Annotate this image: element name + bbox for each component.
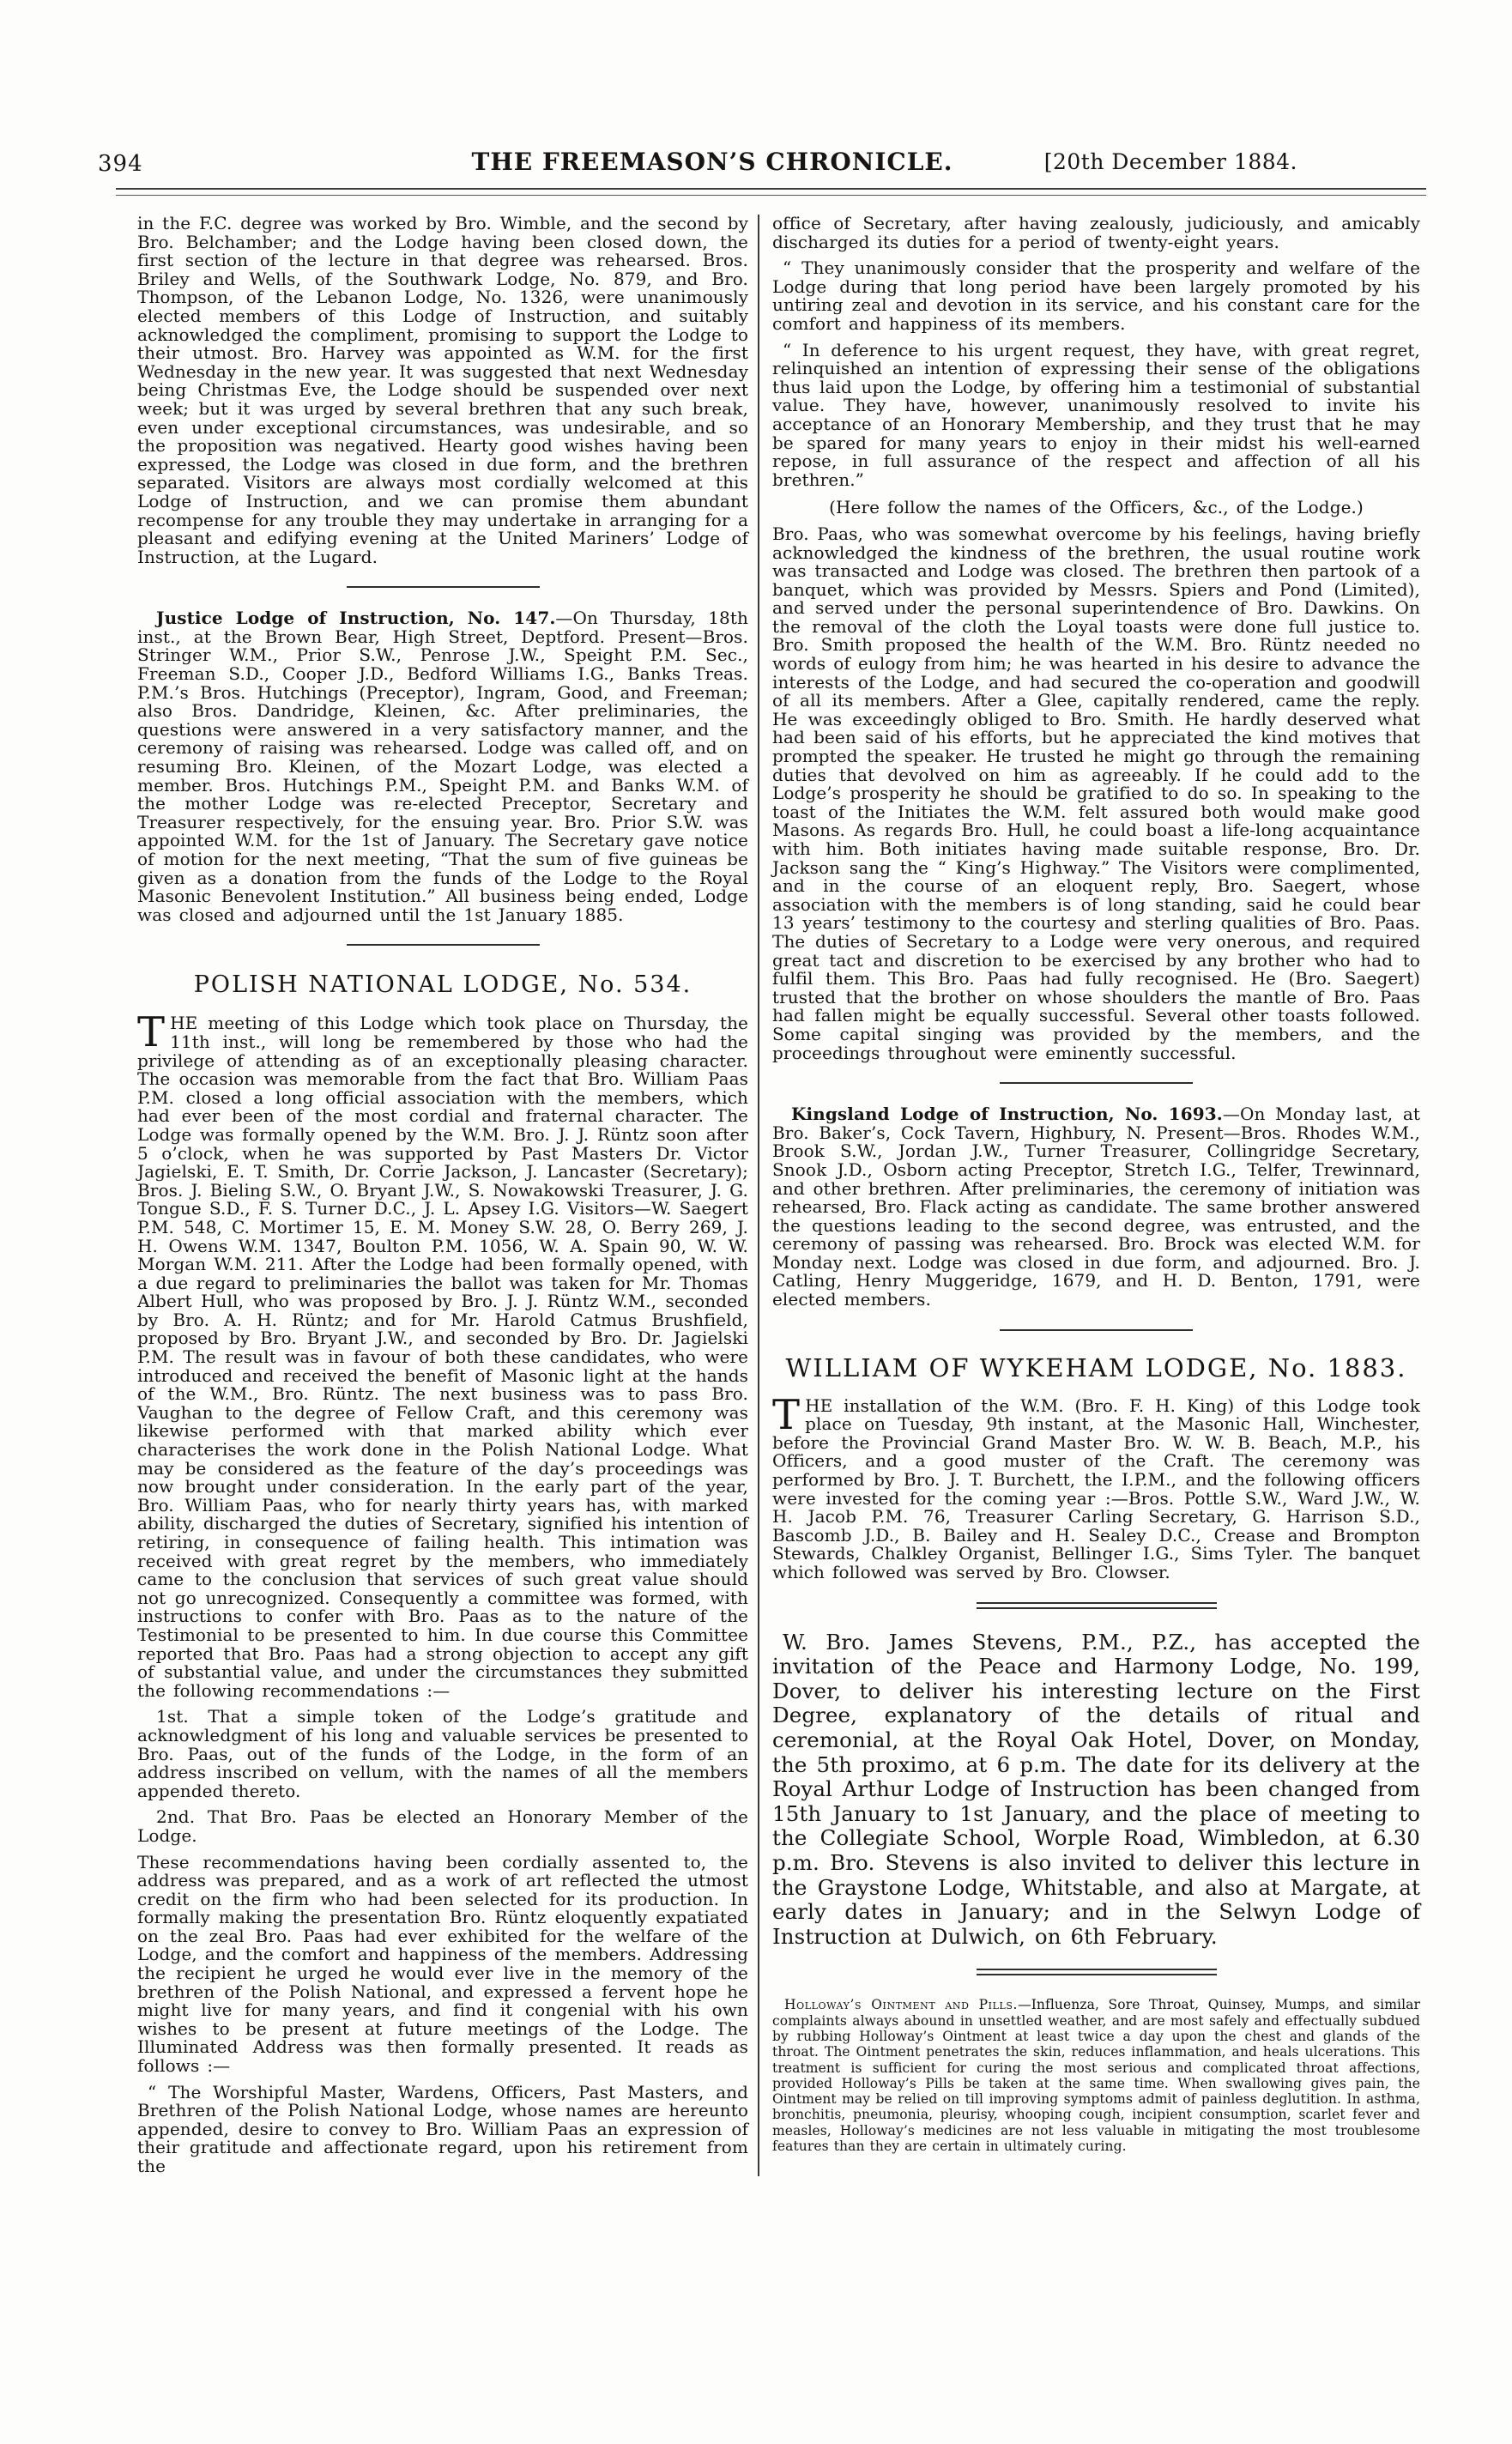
right-column <box>772 215 1420 2176</box>
holloway-advert-lead: Holloway’s Ointment and Pills. <box>784 1997 1019 2013</box>
holloway-advert <box>772 1997 1420 2154</box>
column-divider <box>758 215 759 2176</box>
issue-date: [20th December 1884. <box>1043 149 1297 174</box>
polish-opening-text: HE meeting of this Lodge which took place on Thursday, the 11th inst., will long be remembered by those who had the privilege of attending as of an exceptionally pleasing character. The occasion was memorable from the fact that Bro. William Paas P.M. closed a long official association with the members, which had ever been of the most cordial and fraternal character. The Lodge was formally opened by the W.M. Bro. J. J. Rüntz soon after 5 o’clock, when he was supported by Past Masters Dr. Victor Jagielski, E. T. Smith, Dr. Corrie Jackson, J. Lancaster (Secretary); Bros. J. Bieling S.W., O. Bryant J.W., S. Nowakowski Treasurer, J. G. Tongue S.D., F. S. Turner D.C., J. L. Apsey I.G. Visitors—W. Saegert P.M. 548, C. Mortimer 15, E. M. Money S.W. 28, O. Berry 269, J. H. Owens W.M. 1347, Boulton P.M. 1056, W. A. Spain 90, W. W. Morgan W.M. 211. After the Lodge had been formally opened, with a due regard to preliminaries the ballot was taken for Mr. Thomas Albert Hull, who was proposed by Bro. J. J. Rüntz W.M., seconded by Bro. A. H. Rüntz; and for Mr. Harold Catmus Brushfield, proposed by Bro. Bryant J.W., and seconded by Bro. Dr. Jagielski P.M. The result was in favour of both these candidates, who were introduced and received the benefit of Masonic light at the hands of the W.M., Bro. Rüntz. The next business was to pass Bro. Vaughan to the degree of Fellow Craft, and this ceremony was likewise performed with that marked ability which ever characterises the work done in the Polish National Lodge. What may be considered as the feature of the day’s proceedings was now brought under consideration. In the early part of the year, Bro. William Paas, who for nearly thirty years has, with marked ability, discharged the duties of Secretary, signified his intention of retiring, in consequence of failing health. This intimation was received with great regret by the members, who immediately came to the conclusion that services of such great value should not go unrecognized. Consequently a committee was formed, with instructions to confer with Bro. Paas as to the nature of the Testimonial to be presented to him. In due course this Committee reported that Bro. Paas had a strong objection to accept any gift of substantial value, and under the circumstances they submitted the following recommendations :— <box>137 1013 748 1701</box>
wykeham-text: HE installation of the W.M. (Bro. F. H. King) of this Lodge took place on Tuesday, 9th instant, at the Masonic Hall, Winchester, before the Provincial Grand Master Bro. W. W. B. Beach, M.P., his Officers, and a good muster of the Craft. The ceremony was performed by Bro. J. T. Burchett, the I.P.M., and the following officers were invested for the coming year :—Bros. Pottle S.W., Ward J.W., W. H. Jacob P.M. 76, Treasurer Carling Secretary, G. Harrison S.D., Bascomb J.D., B. Bailey and H. Sealey D.C., Crease and Brompton Stewards, Chalkley Organist, Bellinger I.G., Sims Tyler. The banquet which followed was served by Bro. Clowser. <box>772 1394 1420 1582</box>
justice-article-lead: Justice Lodge of Instruction, No. 147. <box>156 608 556 629</box>
wykeham-paragraph <box>772 1390 1420 1582</box>
section-divider-double <box>977 1602 1217 1609</box>
continuation-paragraph: in the F.C. degree was worked by Bro. Wimble, and the second by Bro. Belchamber; and the Lodge having been closed down, the first section of the lecture in that degree was rehearsed. Bros. Briley and Wells, of the Southwark Lodge, No. 879, and Bro. Thompson, of the Lebanon Lodge, No. 1326, were unanimously elected members of this Lodge of Instruction, and suitably acknowledged the compliment, promising to support the Lodge to their utmost. Bro. Harvey was appointed as W.M. for the first Wednesday in the new year. It was suggested that next Wednesday being Christmas Eve, the Lodge should be suspended over next week; but it was urged by several brethren that any such break, even under exceptional circumstances, was undesirable, and so the proposition was negatived. Hearty good wishes having been expressed, the Lodge was closed in due form, and the brethren separated. Visitors are always most cordially welcomed at this Lodge of Instruction, and we can promise them abundant recompense for any trouble they may undertake in arranging for a pleasant and edifying evening at the United Mariners’ Lodge of Instruction, at the Lugard. <box>137 213 748 567</box>
section-divider <box>1000 1329 1193 1331</box>
continuation-paragraph: office of Secretary, after having zealously, judiciously, and amicably discharged its duties for a period of twenty-eight years. <box>772 213 1420 252</box>
polish-opening-paragraph <box>137 1008 748 1701</box>
kingsland-article-body: —On Monday last, at Bro. Baker’s, Cock Tavern, Highbury, N. Present—Bros. Rhodes W.M., Brook S.W., Jordan J.W., Turner Treasurer, Collingridge Secretary, Snook J.D., Osborn acting Preceptor, Stretch I.G., Telfer, Trewinnard, and other brethren. After preliminaries, the ceremony of initiation was rehearsed, Bro. Flack acting as candidate. The same brother answered the questions leading to the second degree, was entrusted, and the ceremony of passing was rehearsed. Bro. Brock was elected W.M. for Monday next. Lodge was closed in due form, and adjourned. Bro. J. Catling, Henry Muggeridge, 1679, and H. D. Benton, 1791, were elected members. <box>772 1104 1420 1310</box>
section-divider <box>347 944 540 946</box>
wykeham-lodge-heading: WILLIAM OF WYKEHAM LODGE, No. 1883. <box>785 1352 1407 1382</box>
officers-note: (Here follow the names of the Officers, &c., of the Lodge.) <box>829 497 1364 518</box>
section-divider <box>347 586 540 588</box>
stevens-notice-paragraph: W. Bro. James Stevens, P.M., P.Z., has accepted the invitation of the Peace and Harmony Lodge, No. 199, Dover, to deliver his interesting lecture on the First Degree, explanatory of the details of ritual and ceremonial, at the Royal Oak Hotel, Dover, on Monday, the 5th proximo, at 6 p.m. The date for its delivery at the Royal Arthur Lodge of Instruction has been changed from 15th January to 1st January, and the place of meeting to the Collegiate School, Worple Road, Wimbledon, at 6.30 p.m. Bro. Stevens is also invited to deliver this lecture in the Graystone Lodge, Whitstable, and also at Margate, at early dates in January; and in the Selwyn Lodge of Instruction at Dulwich, on 6th February. <box>772 1629 1420 1949</box>
columns <box>137 215 1420 2176</box>
kingsland-article <box>772 1105 1420 1310</box>
drop-cap-letter: T <box>137 1008 166 1057</box>
testimonial-quote-paragraph: “ They unanimously consider that the prosperity and welfare of the Lodge during that long period have been largely promoted by his untiring zeal and devotion in its service, and his constant care for the comfort and happiness of its members. <box>772 257 1420 334</box>
section-divider-double <box>977 1969 1217 1975</box>
header-rule <box>116 188 1426 196</box>
justice-article <box>137 609 748 924</box>
newspaper-title: THE FREEMASON’S CHRONICLE. <box>471 148 953 176</box>
polish-lodge-heading: POLISH NATIONAL LODGE, No. 534. <box>193 971 692 999</box>
banquet-paragraph: Bro. Paas, who was somewhat overcome by his feelings, having briefly acknowledged the kindness of the brethren, the usual routine work was transacted and Lodge was closed. The brethren then partook of a banquet, which was provided by Messrs. Spiers and Pond (Limited), and served under the personal superintendence of Bro. Dawkins. On the removal of the cloth the Loyal toasts were done full justice to. Bro. Smith proposed the health of the W.M. Bro. Rüntz needed no words of eulogy from him; he was hearted in his desire to advance the interests of the Lodge, and had secured the co-operation and goodwill of all its members. After a Glee, capitally rendered, came the reply. He was exceedingly obliged to Bro. Smith. He hardly deserved what had been said of his efforts, but he appreciated the kind motives that prompted the speaker. He trusted he might go through the remaining duties that devolved on him as agreeably. If he could add to the Lodge’s prosperity he should be gratified to do so. In speaking to the toast of the Initiates the W.M. felt assured both would make good Masons. As regards Bro. Hull, he could boast a life-long acquaintance with him. Both initiates having made suitable response, Bro. Dr. Jackson sang the “ King’s Highway.” The Visitors were complimented, and in the course of an eloquent reply, Bro. Saegert, whose association with the members is of long standing, said he could bear 13 years’ testimony to the courtesy and sterling qualities of Bro. Paas. The duties of Secretary to a Lodge were very onerous, and required great tact and discretion to be exercised by any brother who had to fulfil them. This Bro. Paas had fully recognised. He (Bro. Saegert) trusted that the brother on whose shoulders the mantle of Bro. Paas had fallen might be equally successful. Several other toasts followed. Some capital singing was provided by the members, and the proceedings throughout were eminently successful. <box>772 523 1420 1063</box>
presentation-paragraph: These recommendations having been cordially assented to, the address was prepared, and as a work of art reflected the utmost credit on the firm who had been selected for its production. In formally making the presentation Bro. Rüntz eloquently expatiated on the zeal Bro. Paas had ever exhibited for the welfare of the Lodge, and the comfort and happiness of the members. Addressing the recipient he urged he would ever live in the memory of the brethren of the Polish National, and expressed a fervent hope he might live for many years, and find it congenial with his own wishes to be present at future meetings of the Lodge. The Illuminated Address was then formally presented. It reads as follows :— <box>137 1851 748 2077</box>
testimonial-quote-paragraph: “ In deference to his urgent request, they have, with great regret, relinquished an intention of expressing their sense of the obligations thus laid upon the Lodge, by offering him a testimonial of substantial value. They have, however, unanimously resolved to invite his acceptance of an Honorary Membership, and they trust that he may be spared for many years to enjoy in their midst his well-earned repose, in full assurance of the respect and affection of all his brethren.” <box>772 339 1420 490</box>
justice-article-body: —On Thursday, 18th inst., at the Brown Bear, High Street, Deptford. Present—Bros. Stringer W.M., Prior S.W., Penrose J.W., Speight P.M. Sec., Freeman S.D., Cooper J.D., Bedford Williams I.G., Banks Treas. P.M.’s Bros. Hutchings (Preceptor), Ingram, Good, and Freeman; also Bros. Dandridge, Kleinen, &c. After preliminaries, the questions were answered in a very satisfactory manner, and the ceremony of raising was rehearsed. Lodge was called off, and on resuming Bro. Kleinen, of the Mozart Lodge, was elected a member. Bros. Hutchings P.M., Speight P.M. and Banks W.M. of the mother Lodge was re-elected Preceptor, Secretary and Treasurer respectively, for the ensuing year. Bro. Prior S.W. was appointed W.M. for the 1st of January. The Secretary gave notice of motion for the next meeting, “That the sum of five guineas be given as a donation from the funds of the Lodge to the Royal Masonic Benevolent Institution.” All business being ended, Lodge was closed and adjourned until the 1st January 1885. <box>137 608 749 925</box>
illuminated-address-quote: “ The Worshipful Master, Wardens, Officers, Past Masters, and Brethren of the Polish National Lodge, whose names are hereunto appended, desire to convey to Bro. William Paas an expression of their gratitude and affectionate regard, upon his retirement from the <box>137 2081 748 2176</box>
recommendation-first: 1st. That a simple token of the Lodge’s gratitude and acknowledgment of his long and valuable services be presented to Bro. Paas, out of the funds of the Lodge, in the form of an address inscribed on vellum, with the names of all the members appended thereto. <box>137 1706 748 1801</box>
page-number: 394 <box>98 151 143 177</box>
section-divider <box>1000 1082 1193 1084</box>
kingsland-article-lead: Kingsland Lodge of Instruction, No. 1693. <box>791 1104 1223 1125</box>
recommendation-second: 2nd. That Bro. Paas be elected an Honorary Member of the Lodge. <box>137 1806 748 1846</box>
drop-cap-letter: T <box>772 1390 801 1439</box>
holloway-advert-body: —Influenza, Sore Throat, Quinsey, Mumps, and similar complaints always abound in unsettled weather, and are most safely and effectually subdued by rubbing Holloway’s Ointment at least twice a day upon the chest and glands of the throat. The Ointment penetrates the skin, reduces inflammation, and heals ulcerations. This treatment is sufficient for curing the most serious and complicated throat affections, provided Holloway’s Pills be taken at the same time. When swallowing gives pain, the Ointment may be relied on till improving symptoms admit of painless deglutition. In asthma, bronchitis, pneumonia, pleurisy, whooping cough, incipient consumption, scarlet fever and measles, Holloway’s medicines are not less valuable in mitigating the most troublesome features than they are certain in ultimately curing. <box>772 1997 1420 2154</box>
left-column <box>137 215 748 2176</box>
